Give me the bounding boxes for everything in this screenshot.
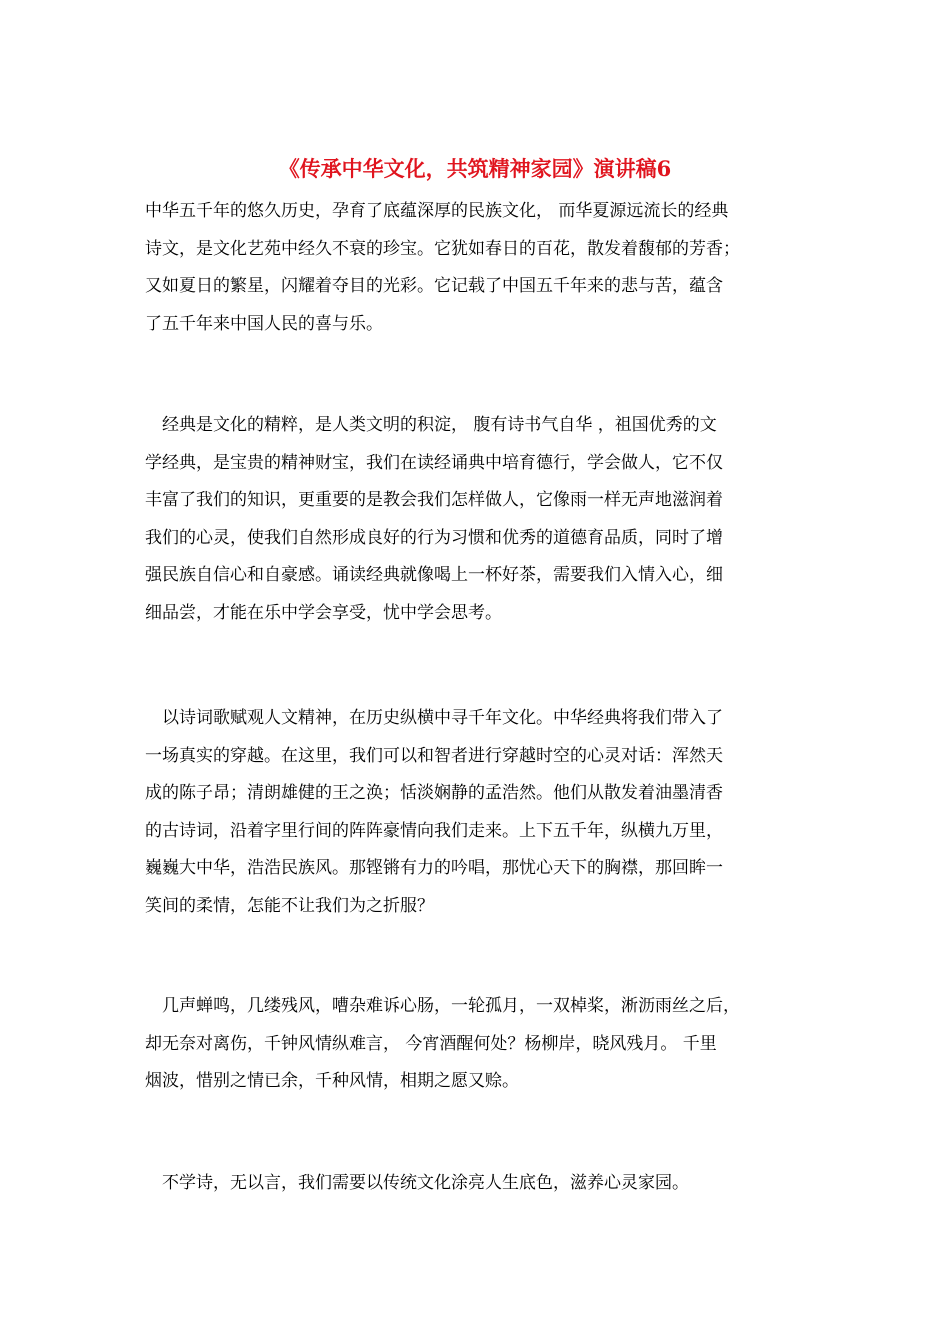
paragraph-line: 以诗词歌赋观人文精神，在历史纵横中寻千年文化。中华经典将我们带入了 [145,708,723,728]
paragraph-line: 巍巍大中华，浩浩民族风。那铿锵有力的吟唱，那忧心天下的胸襟，那回眸一 [145,858,723,878]
paragraph-line: 烟波，惜别之情已余，千种风情，相期之愿又赊。 [145,1071,519,1091]
paragraph-line: 经典是文化的精粹，是人类文明的积淀， 腹有诗书气自华 ，祖国优秀的文 [145,415,717,435]
paragraph-5 [145,1165,815,1203]
paragraph-line: 笑间的柔情，怎能不让我们为之折服？ [145,895,434,916]
paragraph-line: 又如夏日的繁星，闪耀着夺目的光彩。它记载了中国五千年来的悲与苦，蕴含 [145,276,723,296]
paragraph-line: 中华五千年的悠久历史，孕育了底蕴深厚的民族文化， 而华夏源远流长的经典 [145,201,729,221]
paragraph-line: 丰富了我们的知识，更重要的是教会我们怎样做人，它像雨一样无声地滋润着 [145,490,723,510]
paragraph-4 [145,988,815,1101]
paragraph-line: 不学诗，无以言，我们需要以传统文化涂亮人生底色，滋养心灵家园。 [145,1173,689,1193]
paragraph-line: 几声蝉鸣，几缕残风，嘈杂难诉心肠，一轮孤月，一双棹桨，淅沥雨丝之后， [145,996,740,1016]
paragraph-1 [145,193,815,343]
paragraph-2 [145,407,815,632]
paragraph-line: 了五千年来中国人民的喜与乐。 [145,313,383,334]
paragraph-line: 强民族自信心和自豪感。诵读经典就像喝上一杯好茶，需要我们入情入心，细 [145,565,723,585]
paragraph-line: 我们的心灵，使我们自然形成良好的行为习惯和优秀的道德育品质，同时了增 [145,527,723,548]
paragraph-3 [145,700,815,925]
paragraph-line: 成的陈子昂；清朗雄健的王之涣；恬淡娴静的孟浩然。他们从散发着油墨清香 [145,783,723,803]
page-title: 《传承中华文化，共筑精神家园》演讲稿6 [278,156,672,181]
paragraph-line: 诗文，是文化艺苑中经久不衰的珍宝。它犹如春日的百花，散发着馥郁的芳香； [145,238,740,259]
paragraph-line: 学经典，是宝贵的精神财宝，我们在读经诵典中培育德行，学会做人，它不仅 [145,452,723,473]
paragraph-line: 一场真实的穿越。在这里，我们可以和智者进行穿越时空的心灵对话：浑然天 [145,745,723,766]
paragraph-line: 的古诗词，沿着字里行间的阵阵豪情向我们走来。上下五千年，纵横九万里， [145,820,723,841]
paragraph-line: 细品尝，才能在乐中学会享受，忧中学会思考。 [145,602,502,623]
paragraph-line: 却无奈对离伤，千钟风情纵难言， 今宵酒醒何处？杨柳岸，晓风残月。 千里 [145,1033,717,1054]
